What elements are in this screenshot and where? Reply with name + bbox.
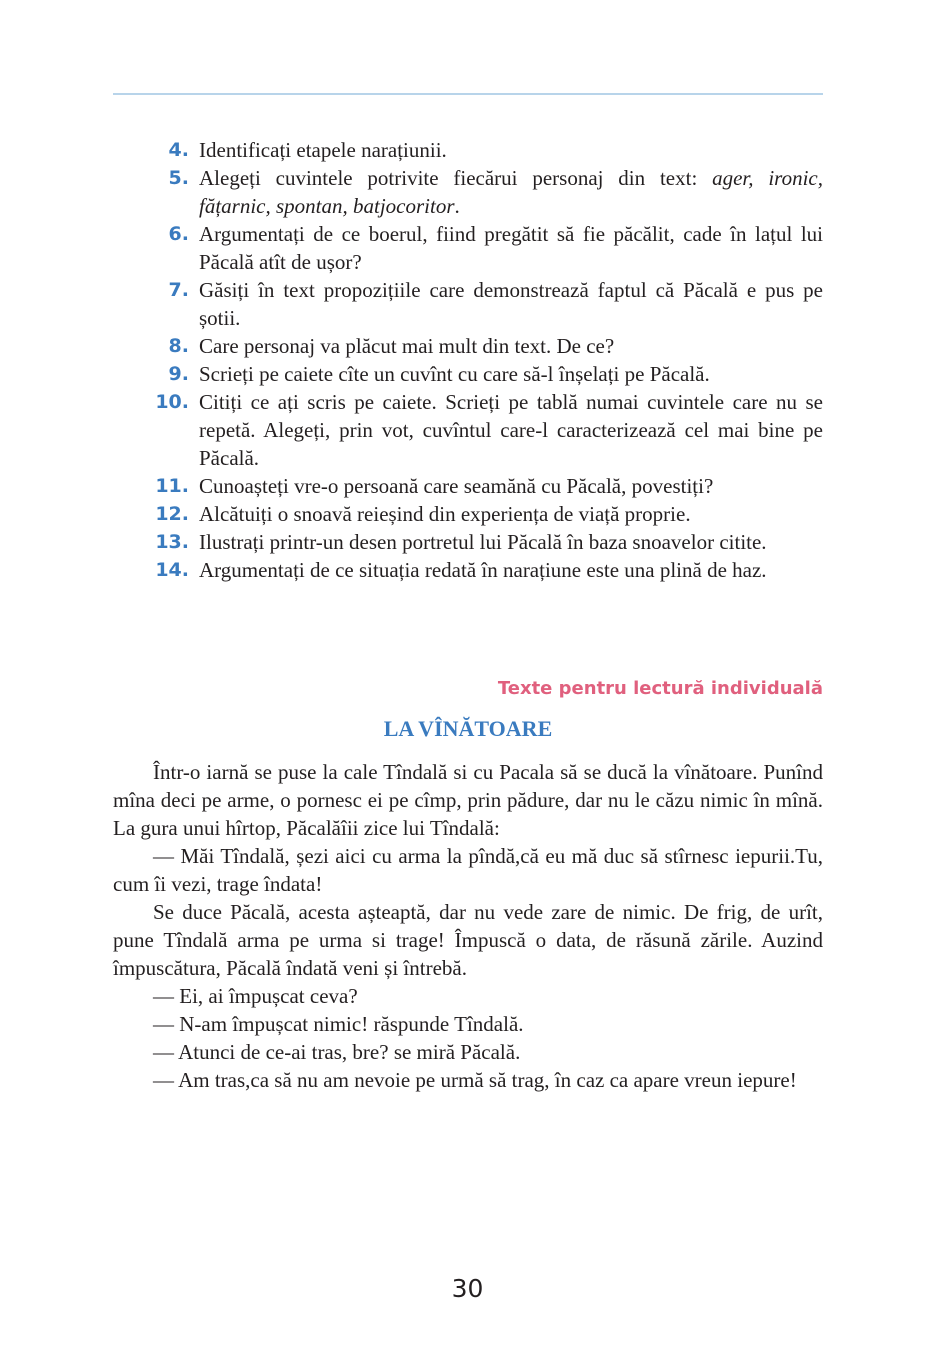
- story-paragraph: — Atunci de ce-ai tras, bre? se miră Păcală.: [153, 1040, 521, 1064]
- task-text: Scrieți pe caiete cîte un cuvînt cu care să-l înșelați pe Păcală.: [199, 362, 710, 386]
- task-number: 14.: [155, 559, 189, 581]
- task-text-end: .: [454, 194, 460, 218]
- task-number: 7.: [168, 279, 189, 301]
- task-text: Ilustrați printr-un desen portretul lui Păcală în baza snoavelor citite.: [199, 530, 767, 554]
- task-text: Cunoașteți vre-o persoană care seamănă cu Păcală, povestiți?: [199, 474, 714, 498]
- task-item: [113, 472, 823, 500]
- task-item: [113, 528, 823, 556]
- story-paragraph: — Ei, ai împușcat ceva?: [153, 984, 358, 1008]
- story-paragraph: Într-o iarnă se puse la cale Tîndală si cu Pacala să se ducă la vînătoare. Punînd mîna deci pe arme, o pornesc ei pe cîmp, prin pădure, dar nu le căzu nimic în mînă. La gura unui hîrtop, Păcalăîii zice lui Tîndală:: [113, 760, 823, 840]
- task-text: Argumentați de ce situația redată în narațiune este una plină de haz.: [199, 558, 767, 582]
- task-text: Găsiți în text propozițiile care demonstrează faptul că Păcală e pus pe șotii.: [199, 278, 823, 330]
- task-text: Identificați etapele narațiunii.: [199, 138, 447, 162]
- task-number: 6.: [168, 223, 189, 245]
- task-item: [113, 136, 823, 164]
- task-italic-words: ager, ironic, fățarnic, spontan, batjocoritor: [199, 166, 823, 218]
- task-number: 9.: [168, 363, 189, 385]
- task-item: [113, 220, 823, 276]
- header-divider: [113, 93, 823, 95]
- task-number: 5.: [168, 167, 189, 189]
- task-text: Care personaj va plăcut mai mult din text. De ce?: [199, 334, 615, 358]
- story-paragraph: — Am tras,ca să nu am nevoie pe urmă să trag, în caz ca apare vreun iepure!: [153, 1068, 797, 1092]
- task-item: [113, 164, 823, 220]
- task-item: [113, 500, 823, 528]
- task-number: 10.: [155, 391, 189, 413]
- task-text: Argumentați de ce boerul, fiind pregătit să fie păcălit, cade în lațul lui Păcală atît de ușor?: [199, 222, 823, 274]
- story-text: [113, 758, 823, 1094]
- task-item: [113, 276, 823, 332]
- story-paragraph: Se duce Păcală, acesta așteaptă, dar nu vede zare de nimic. De frig, de urît, pune Tîndală arma pe urma si trage! Împuscă o data, de răsună zările. Auzind împuscătura, Păcală îndată veni și întrebă.: [113, 900, 823, 980]
- page-number: 30: [451, 1274, 484, 1303]
- task-number: 12.: [155, 503, 189, 525]
- task-item: [113, 556, 823, 584]
- task-text: Alcătuiți o snoavă reieșind din experiența de viață proprie.: [199, 502, 691, 526]
- story-paragraph: — Măi Tîndală, șezi aici cu arma la pîndă,că eu mă duc să stîrnesc iepurii.Tu, cum îi vezi, trage îndata!: [113, 844, 823, 896]
- task-number: 13.: [155, 531, 189, 553]
- section-label: Texte pentru lectură individuală: [497, 678, 823, 699]
- story-paragraph: — N-am împușcat nimic! răspunde Tîndală.: [153, 1012, 524, 1036]
- task-number: 4.: [168, 139, 189, 161]
- task-text: Alegeți cuvintele potrivite fiecărui personaj din text:: [199, 166, 713, 190]
- story-title: LA VÎNĂTOARE: [383, 716, 553, 741]
- task-item: [113, 332, 823, 360]
- task-text: Citiți ce ați scris pe caiete. Scrieți pe tablă numai cuvintele care nu se repetă. Alegeți, prin vot, cuvîntul care-l caracterizează cel mai bine pe Păcală.: [199, 390, 823, 470]
- task-list: [113, 136, 823, 584]
- task-number: 8.: [168, 335, 189, 357]
- task-number: 11.: [155, 475, 189, 497]
- task-item: [113, 388, 823, 472]
- task-item: [113, 360, 823, 388]
